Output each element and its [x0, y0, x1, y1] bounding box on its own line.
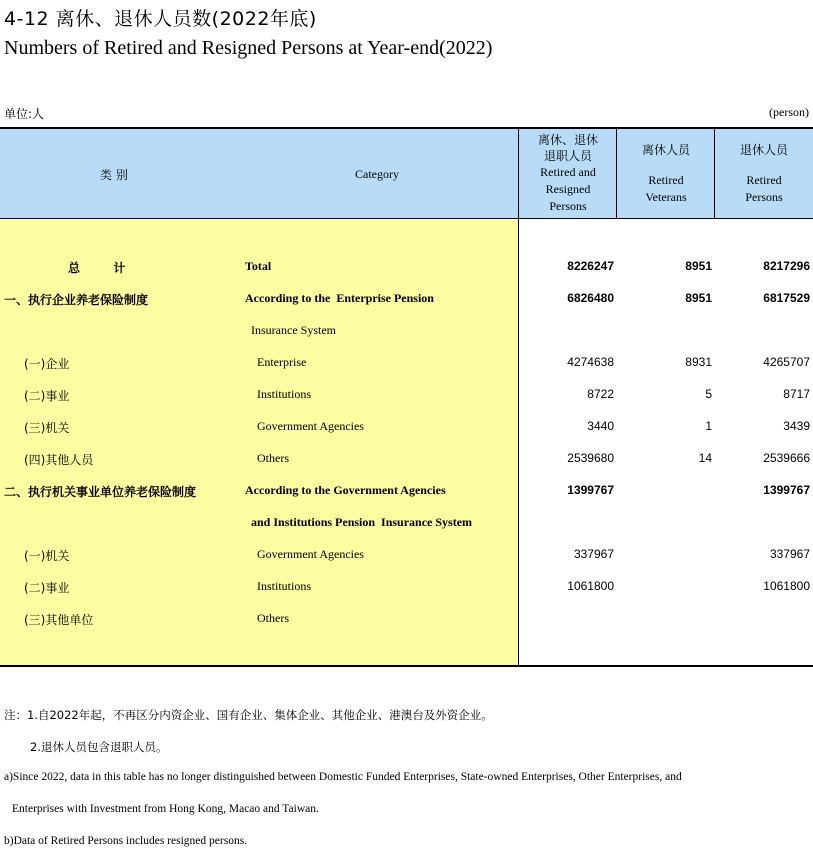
table-cell-value: 8226247 — [567, 259, 614, 273]
unit-label-en: (person) — [769, 105, 809, 119]
table-top-rule — [0, 127, 813, 129]
category-column-background — [0, 220, 519, 665]
header-col1-en: Retired and Resigned Persons — [540, 165, 596, 213]
table-row-label-en: Government Agencies — [257, 547, 364, 561]
table-bottom-rule — [0, 665, 813, 667]
note-en-1b: Enterprises with Investment from Hong Kong, Macao and Taiwan. — [12, 803, 319, 815]
table-cell-value: 14 — [698, 451, 712, 465]
table-cell-value: 2539680 — [567, 451, 614, 465]
table-row-label-cn: (一)机关 — [24, 549, 70, 563]
table-row-label-cn: (四)其他人员 — [24, 453, 94, 467]
header-col2-cn: 离休人员 — [641, 143, 690, 157]
header-col3-en: Retired Persons — [745, 173, 783, 204]
header-category-en: Category — [355, 167, 399, 181]
table-cell-value: 8951 — [685, 259, 712, 273]
table-row-label-cn: (三)其他单位 — [24, 613, 94, 627]
table-row-label-en: According to the Government Agencies — [245, 483, 446, 497]
table-row-label-en: Total — [245, 259, 272, 273]
table-cell-value: 1399767 — [763, 483, 810, 497]
table-row-label-cn: (二)事业 — [24, 581, 70, 595]
column-divider — [616, 129, 617, 219]
table-row-label-en: and Institutions Pension Insurance System — [251, 515, 473, 529]
table-row-label-en: Institutions — [257, 579, 312, 593]
table-row-label-en: According to the Enterprise Pension — [245, 291, 434, 305]
table-cell-value: 3439 — [783, 419, 810, 433]
table-cell-value: 3440 — [587, 419, 614, 433]
column-divider — [714, 129, 715, 219]
note-cn-2: 2.退休人员包含退职人员。 — [30, 740, 168, 754]
table-cell-value: 8717 — [783, 387, 810, 401]
table-row-label-cn: (二)事业 — [24, 389, 70, 403]
table-row-label-en: Institutions — [257, 387, 312, 401]
note-cn-1: 注：1.自2022年起，不再区分内资企业、国有企业、集体企业、其他企业、港澳台及外资企业。 — [4, 708, 493, 722]
table-row-label-cn: (三)机关 — [24, 421, 70, 435]
table-row-label-cn: 二、执行机关事业单位养老保险制度 — [4, 485, 197, 499]
table-cell-value: 6817529 — [763, 291, 810, 305]
table-cell-value: 5 — [705, 387, 712, 401]
table-row-label-cn: 一、执行企业养老保险制度 — [4, 293, 149, 307]
unit-label-cn: 单位:人 — [4, 107, 45, 121]
table-cell-value: 8722 — [587, 387, 614, 401]
table-cell-value: 1061800 — [763, 579, 810, 593]
table-row-label-en: Others — [257, 611, 289, 625]
header-col2-en: Retired Veterans — [645, 173, 687, 204]
table-cell-value: 8931 — [685, 355, 712, 369]
table-cell-value: 8217296 — [763, 259, 810, 273]
table-row-label-cn: (一)企业 — [24, 357, 70, 371]
note-en-2: b)Data of Retired Persons includes resigned persons. — [4, 835, 248, 847]
table-cell-value: 1399767 — [567, 483, 614, 497]
table-cell-value: 337967 — [573, 547, 614, 561]
table-cell-value: 8951 — [685, 291, 712, 305]
column-divider — [518, 129, 519, 666]
header-col3-cn: 退休人员 — [739, 143, 788, 157]
table-cell-value: 6826480 — [567, 291, 614, 305]
table-row-label-en: Enterprise — [257, 355, 307, 369]
table-row-label-cn: 总 计 — [68, 261, 126, 275]
table-row-label-en: Others — [257, 451, 289, 465]
page-title-en: Numbers of Retired and Resigned Persons at Year-end(2022) — [4, 37, 493, 59]
table-row-label-en: Government Agencies — [257, 419, 364, 433]
table-cell-value: 2539666 — [763, 451, 810, 465]
note-en-1a: a)Since 2022, data in this table has no longer distinguished between Domestic Funded Enterprises, State-owned Enterprises, Other Enterprises, and — [4, 771, 682, 783]
header-col1-cn: 离休、退休 退职人员 — [537, 133, 598, 163]
table-cell-value: 4265707 — [763, 355, 810, 369]
header-category-cn: 类 别 — [100, 168, 128, 182]
page-title-cn: 4-12 离休、退休人员数(2022年底) — [4, 8, 317, 30]
header-bottom-rule — [0, 218, 813, 219]
table-cell-value: 1061800 — [567, 579, 614, 593]
table-cell-value: 1 — [705, 419, 712, 433]
table-cell-value: 337967 — [769, 547, 810, 561]
table-row-label-en: Insurance System — [251, 323, 336, 337]
table-cell-value: 4274638 — [567, 355, 614, 369]
